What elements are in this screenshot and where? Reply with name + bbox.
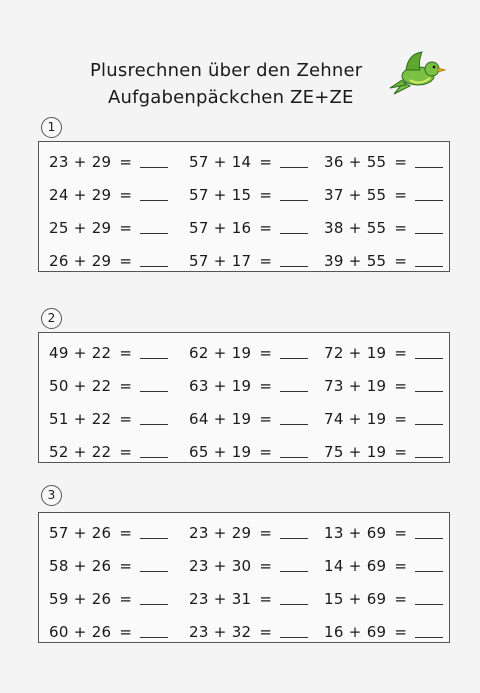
equals-sign: =	[394, 410, 407, 428]
task-item	[49, 151, 168, 171]
answer-blank[interactable]	[415, 358, 443, 359]
answer-blank[interactable]	[140, 571, 168, 572]
task-item	[49, 555, 168, 575]
task-item	[189, 621, 308, 641]
equals-sign: =	[259, 590, 272, 608]
answer-blank[interactable]	[415, 538, 443, 539]
task-expression: 36 + 55	[324, 153, 387, 171]
task-item	[49, 588, 168, 608]
answer-blank[interactable]	[140, 266, 168, 267]
equals-sign: =	[394, 344, 407, 362]
answer-blank[interactable]	[415, 637, 443, 638]
answer-blank[interactable]	[280, 457, 308, 458]
title-line-1: Plusrechnen über den Zehner	[90, 60, 363, 81]
equals-sign: =	[394, 590, 407, 608]
answer-blank[interactable]	[280, 266, 308, 267]
answer-blank[interactable]	[280, 604, 308, 605]
task-expression: 26 + 29	[49, 252, 112, 270]
task-item	[324, 588, 443, 608]
task-expression: 23 + 30	[189, 557, 252, 575]
task-expression: 24 + 29	[49, 186, 112, 204]
task-expression: 57 + 17	[189, 252, 252, 270]
task-item	[324, 555, 443, 575]
task-item	[189, 555, 308, 575]
equals-sign: =	[259, 252, 272, 270]
answer-blank[interactable]	[140, 538, 168, 539]
equals-sign: =	[119, 377, 132, 395]
answer-blank[interactable]	[140, 424, 168, 425]
task-item	[49, 342, 168, 362]
equals-sign: =	[259, 186, 272, 204]
equals-sign: =	[259, 443, 272, 461]
task-expression: 57 + 16	[189, 219, 252, 237]
task-expression: 15 + 69	[324, 590, 387, 608]
bird-icon	[388, 50, 446, 100]
answer-blank[interactable]	[415, 200, 443, 201]
task-expression: 16 + 69	[324, 623, 387, 641]
task-expression: 39 + 55	[324, 252, 387, 270]
answer-blank[interactable]	[280, 358, 308, 359]
answer-blank[interactable]	[415, 457, 443, 458]
task-item	[189, 522, 308, 542]
task-expression: 73 + 19	[324, 377, 387, 395]
task-expression: 57 + 26	[49, 524, 112, 542]
equals-sign: =	[119, 524, 132, 542]
task-expression: 57 + 15	[189, 186, 252, 204]
task-expression: 23 + 29	[189, 524, 252, 542]
task-item	[49, 408, 168, 428]
answer-blank[interactable]	[140, 358, 168, 359]
answer-blank[interactable]	[280, 167, 308, 168]
task-expression: 59 + 26	[49, 590, 112, 608]
equals-sign: =	[119, 219, 132, 237]
answer-blank[interactable]	[280, 424, 308, 425]
task-item	[49, 217, 168, 237]
answer-blank[interactable]	[140, 637, 168, 638]
answer-blank[interactable]	[140, 391, 168, 392]
equals-sign: =	[259, 153, 272, 171]
task-item	[49, 522, 168, 542]
answer-blank[interactable]	[415, 233, 443, 234]
task-item	[189, 342, 308, 362]
answer-blank[interactable]	[280, 233, 308, 234]
answer-blank[interactable]	[140, 604, 168, 605]
task-expression: 23 + 31	[189, 590, 252, 608]
task-expression: 60 + 26	[49, 623, 112, 641]
task-expression: 74 + 19	[324, 410, 387, 428]
equals-sign: =	[259, 377, 272, 395]
task-expression: 51 + 22	[49, 410, 112, 428]
equals-sign: =	[259, 410, 272, 428]
section-number-1: 1	[41, 117, 62, 138]
equals-sign: =	[259, 557, 272, 575]
task-expression: 75 + 19	[324, 443, 387, 461]
exercise-box-3	[38, 512, 450, 643]
task-expression: 72 + 19	[324, 344, 387, 362]
equals-sign: =	[394, 219, 407, 237]
answer-blank[interactable]	[415, 571, 443, 572]
answer-blank[interactable]	[280, 637, 308, 638]
task-item	[189, 588, 308, 608]
equals-sign: =	[394, 252, 407, 270]
answer-blank[interactable]	[415, 424, 443, 425]
equals-sign: =	[119, 557, 132, 575]
task-item	[49, 441, 168, 461]
equals-sign: =	[394, 524, 407, 542]
answer-blank[interactable]	[140, 200, 168, 201]
task-expression: 38 + 55	[324, 219, 387, 237]
task-item	[189, 151, 308, 171]
task-item	[324, 621, 443, 641]
task-expression: 23 + 29	[49, 153, 112, 171]
task-item	[49, 184, 168, 204]
task-expression: 62 + 19	[189, 344, 252, 362]
task-expression: 49 + 22	[49, 344, 112, 362]
task-expression: 37 + 55	[324, 186, 387, 204]
task-item	[189, 441, 308, 461]
task-item	[189, 184, 308, 204]
answer-blank[interactable]	[140, 167, 168, 168]
task-expression: 25 + 29	[49, 219, 112, 237]
equals-sign: =	[119, 252, 132, 270]
task-expression: 23 + 32	[189, 623, 252, 641]
equals-sign: =	[394, 377, 407, 395]
equals-sign: =	[394, 153, 407, 171]
task-expression: 57 + 14	[189, 153, 252, 171]
task-item	[49, 621, 168, 641]
exercise-box-1	[38, 141, 450, 272]
equals-sign: =	[394, 557, 407, 575]
task-expression: 52 + 22	[49, 443, 112, 461]
section-number-2: 2	[41, 308, 62, 329]
answer-blank[interactable]	[280, 391, 308, 392]
task-item	[324, 441, 443, 461]
task-item	[324, 184, 443, 204]
answer-blank[interactable]	[140, 457, 168, 458]
equals-sign: =	[119, 344, 132, 362]
task-item	[49, 250, 168, 270]
task-expression: 63 + 19	[189, 377, 252, 395]
task-item	[189, 250, 308, 270]
task-item	[49, 375, 168, 395]
answer-blank[interactable]	[280, 571, 308, 572]
equals-sign: =	[259, 524, 272, 542]
answer-blank[interactable]	[415, 167, 443, 168]
task-item	[324, 408, 443, 428]
task-expression: 14 + 69	[324, 557, 387, 575]
equals-sign: =	[119, 590, 132, 608]
equals-sign: =	[394, 186, 407, 204]
equals-sign: =	[119, 443, 132, 461]
task-expression: 50 + 22	[49, 377, 112, 395]
task-item	[324, 522, 443, 542]
answer-blank[interactable]	[280, 538, 308, 539]
title-line-2: Aufgabenpäckchen ZE+ZE	[108, 87, 354, 108]
task-expression: 65 + 19	[189, 443, 252, 461]
task-item	[189, 217, 308, 237]
section-number-3: 3	[41, 485, 62, 506]
answer-blank[interactable]	[280, 200, 308, 201]
equals-sign: =	[119, 623, 132, 641]
equals-sign: =	[119, 410, 132, 428]
answer-blank[interactable]	[415, 604, 443, 605]
equals-sign: =	[259, 623, 272, 641]
equals-sign: =	[259, 344, 272, 362]
task-expression: 64 + 19	[189, 410, 252, 428]
exercise-box-2	[38, 332, 450, 463]
task-item	[324, 375, 443, 395]
answer-blank[interactable]	[415, 391, 443, 392]
equals-sign: =	[119, 153, 132, 171]
task-expression: 13 + 69	[324, 524, 387, 542]
task-item	[324, 342, 443, 362]
task-item	[324, 151, 443, 171]
task-item	[324, 250, 443, 270]
equals-sign: =	[119, 186, 132, 204]
task-item	[324, 217, 443, 237]
answer-blank[interactable]	[140, 233, 168, 234]
task-item	[189, 375, 308, 395]
task-item	[189, 408, 308, 428]
equals-sign: =	[394, 623, 407, 641]
equals-sign: =	[394, 443, 407, 461]
task-expression: 58 + 26	[49, 557, 112, 575]
equals-sign: =	[259, 219, 272, 237]
answer-blank[interactable]	[415, 266, 443, 267]
